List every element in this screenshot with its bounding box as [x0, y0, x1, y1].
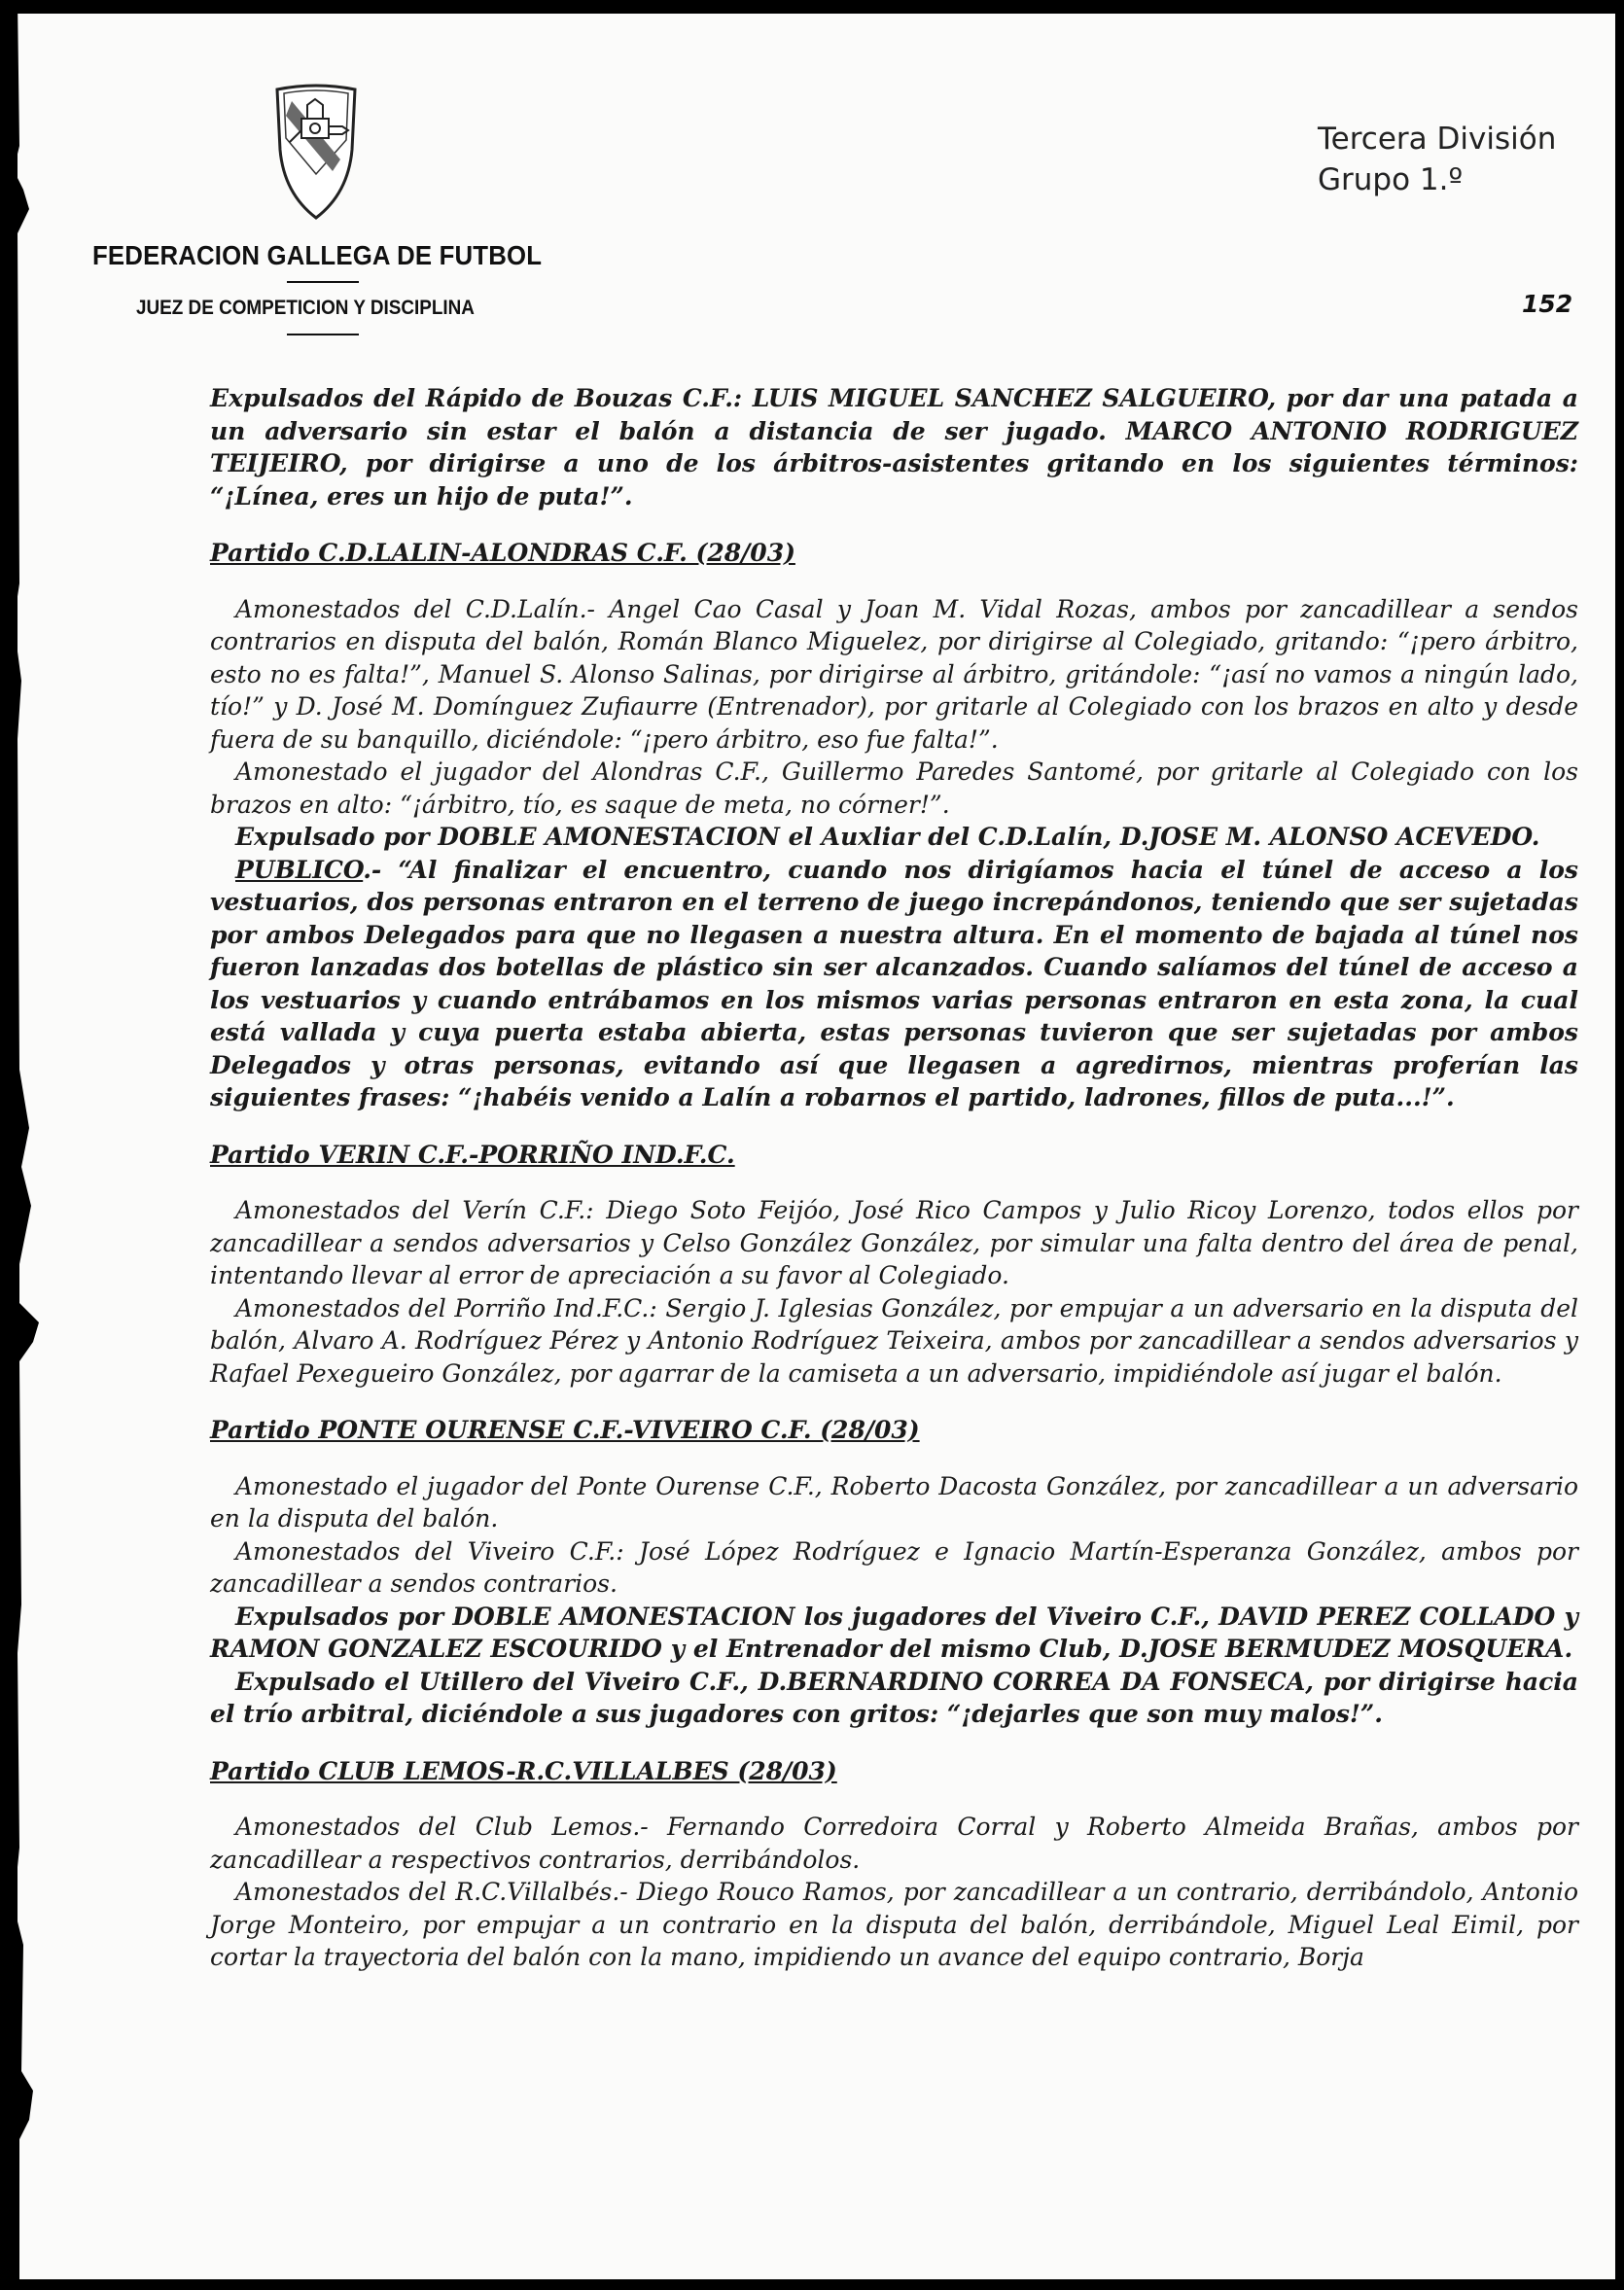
- page-number: 152: [1522, 290, 1573, 318]
- match-heading: Partido VERIN C.F.-PORRIÑO IND.F.C.: [210, 1140, 735, 1169]
- match-paragraph: Amonestado el jugador del Ponte Ourense C.F., Roberto Dacosta González, por zancadillear a un adversario en la disputa del balón.: [210, 1471, 1578, 1533]
- torn-edge: [0, 0, 58, 2290]
- match-heading: Partido CLUB LEMOS-R.C.VILLALBES (28/03): [210, 1756, 837, 1785]
- match-paragraph: Amonestados del Club Lemos.- Fernando Corredoira Corral y Roberto Almeida Brañas, ambos por zancadillear a respectivos contrarios, derribándolos.: [210, 1813, 1578, 1874]
- federation-header: [92, 82, 549, 335]
- department-name: JUEZ DE COMPETICION Y DISCIPLINA: [136, 297, 475, 319]
- match-paragraph: Amonestado el jugador del Alondras C.F., Guillermo Paredes Santomé, por gritarle al Colegiado con los brazos en alto: “¡árbitro, tío, es saque de meta, no córner!”.: [210, 757, 1578, 819]
- publico-text: .- “Al finalizar el encuentro, cuando nos dirigíamos hacia el túnel de acceso a los vestuarios, dos personas entraron en el terreno de juego increpándonos, teniendo que ser sujetadas por ambos Delegados para que no llegasen a nuestra altura. En el momento de bajada al túnel nos fueron lanzadas dos botellas de plástico sin ser alcanzados. Cuando salíamos del túnel de acceso a los vestuarios y cuando entrábamos en los mismos varias personas entraron en esta zona, la cual está vallada y cuya puerta estaba abierta, estas personas tuvieron que ser sujetadas por ambos Delegados y otras personas, evitando así que llegasen a agredirnos, mientras proferían las siguientes frases: “¡habéis venido a Lalín a robarnos el partido, ladrones, fillos de puta...!”.: [210, 855, 1578, 1111]
- intro-paragraph: Expulsados del Rápido de Bouzas C.F.: LUIS MIGUEL SANCHEZ SALGUEIRO, por dar una patada a un adversario sin estar el balón a distancia de ser jugado. MARCO ANTONIO RODRIGUEZ TEIJEIRO, por dirigirse a uno de los árbitros-asistentes gritando en los siguientes términos: “¡Línea, eres un hijo de puta!”.: [210, 384, 1578, 511]
- federation-name: FEDERACION GALLEGA DE FUTBOL: [92, 240, 543, 270]
- federation-crest-icon: [272, 82, 360, 223]
- match-heading: Partido C.D.LALIN-ALONDRAS C.F. (28/03): [210, 539, 795, 567]
- header-divider: [287, 281, 359, 283]
- document-body: [210, 382, 1578, 1974]
- match-paragraph: Amonestados del Porriño Ind.F.C.: Sergio J. Iglesias González, por empujar a un adversario en la disputa del balón, Alvaro A. Rodríguez Pérez y Antonio Rodríguez Teixeira, ambos por zancadillear a sendos adversarios y Rafael Pexegueiro González, por agarrar de la camiseta a un adversario, impidiéndole así jugar el balón.: [210, 1293, 1578, 1388]
- match-paragraph: Amonestados del R.C.Villalbés.- Diego Rouco Ramos, por zancadillear a un contrario, derribándolo, Antonio Jorge Monteiro, por empujar a un contrario en la disputa del balón, derribándole, Miguel Leal Eimil, por cortar la trayectoria del balón con la mano, impidiendo un avance del equipo contrario, Borja: [210, 1878, 1578, 1971]
- expulsion-paragraph: Expulsado el Utillero del Viveiro C.F., D.BERNARDINO CORREA DA FONSECA, por dirigirse hacia el trío arbitral, diciéndole a sus jugadores con gritos: “¡dejarles que son muy malos!”.: [210, 1667, 1578, 1728]
- publico-paragraph: [210, 854, 1578, 1114]
- expulsion-paragraph: Expulsado por DOBLE AMONESTACION el Auxliar del C.D.Lalín, D.JOSE M. ALONSO ACEVEDO.: [235, 823, 1540, 851]
- match-paragraph: Amonestados del Verín C.F.: Diego Soto Feijóo, José Rico Campos y Julio Ricoy Lorenzo, todos ellos por zancadillear a sendos adversarios y Celso González González, por simular una falta dentro del área de penal, intentando llevar al error de apreciación a su favor al Colegiado.: [210, 1196, 1578, 1289]
- competition-info: [1318, 119, 1556, 200]
- match-heading: Partido PONTE OURENSE C.F.-VIVEIRO C.F. (28/03): [210, 1416, 920, 1444]
- header-divider: [287, 334, 359, 335]
- expulsion-paragraph: Expulsados por DOBLE AMONESTACION los jugadores del Viveiro C.F., DAVID PEREZ COLLADO y RAMON GONZALEZ ESCOURIDO y el Entrenador del mismo Club, D.JOSE BERMUDEZ MOSQUERA.: [210, 1602, 1578, 1663]
- division-label: Tercera División: [1318, 122, 1557, 157]
- publico-label: PUBLICO: [235, 855, 364, 884]
- match-paragraph: Amonestados del C.D.Lalín.- Angel Cao Casal y Joan M. Vidal Rozas, ambos por zancadillear a sendos contrarios en disputa del balón, Román Blanco Miguelez, por dirigirse al Colegiado, gritando: “¡pero árbitro, esto no es falta!”, Manuel S. Alonso Salinas, por dirigirse al árbitro, gritándole: “¡así no vamos a ningún lado, tío!” y D. José M. Domínguez Zufiaurre (Entrenador), por gritarle al Colegiado con los brazos en alto y desde fuera de su banquillo, diciéndole: “¡pero árbitro, eso fue falta!”.: [210, 594, 1578, 754]
- group-label: Grupo 1.º: [1318, 162, 1464, 197]
- match-paragraph: Amonestados del Viveiro C.F.: José López Rodríguez e Ignacio Martín-Esperanza González, ambos por zancadillear a sendos contrarios.: [210, 1536, 1578, 1598]
